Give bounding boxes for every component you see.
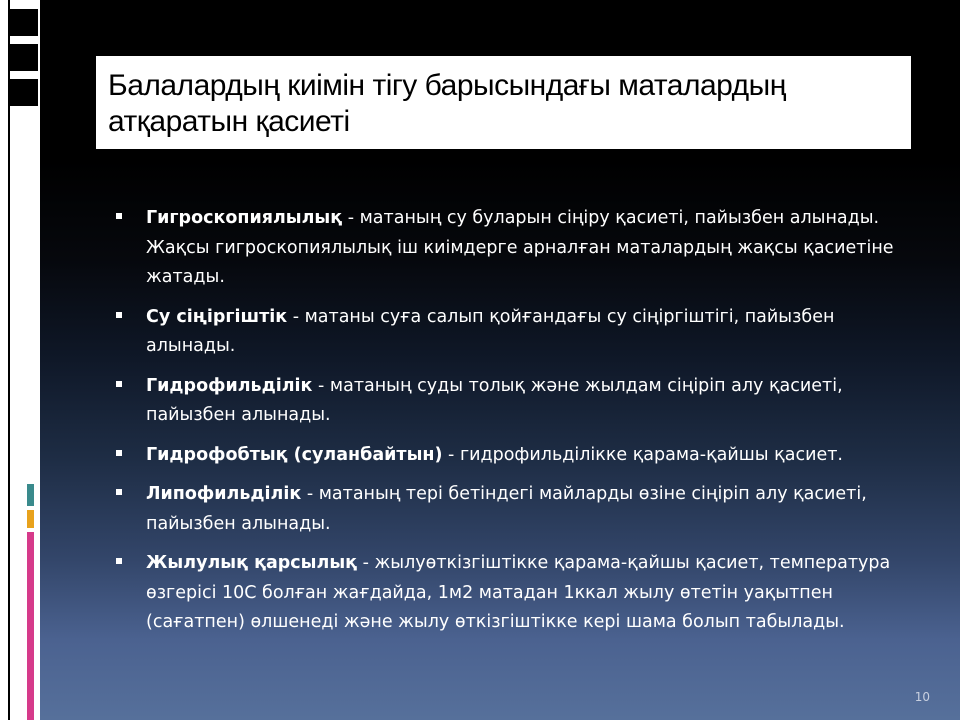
teal-accent-bar: [27, 484, 34, 506]
bullet-item: [110, 441, 910, 471]
bullet-text: гидрофильділікке қарама-қайшы қасиет.: [459, 444, 843, 465]
slide-title: Балалардың киімін тігу барысындағы маталардың атқаратын қасиеті: [108, 69, 786, 138]
bullet-item: [110, 372, 910, 431]
bullet-term: Гигроскопиялылық: [146, 208, 343, 228]
bullet-item: [110, 549, 910, 638]
square-bullet-icon: [116, 489, 122, 495]
bullet-term: Гидрофобтық (суланбайтын): [146, 444, 443, 465]
bullet-term: Жылулық қарсылық: [146, 553, 358, 573]
bullet-separator: -: [301, 484, 319, 504]
bullet-term: Гидрофильділік: [146, 375, 313, 396]
gold-accent-bar: [27, 510, 34, 528]
square-bullet-icon: [116, 381, 122, 387]
square-bullet-icon: [116, 558, 122, 564]
square-bullet-icon: [116, 450, 122, 456]
magenta-accent-bar: [27, 532, 34, 720]
decorative-square: [8, 44, 38, 71]
left-decorative-strip: [0, 0, 40, 720]
bullet-term: Липофильділік: [146, 484, 302, 504]
bullet-text: матаның суды толық және жылдам сіңіріп алу қасиеті, пайызбен алынады.: [146, 375, 843, 425]
square-bullet-icon: [116, 213, 122, 219]
bullet-item: [110, 480, 910, 539]
bullet-item: [110, 204, 910, 293]
decorative-square: [8, 9, 38, 36]
bullet-text: жылуөткізгіштікке қарама-қайшы қасиет, температура өзгерісі 10С болған жағдайда, 1м2 матадан 1ккал жылу өтетін уақытпен (сағатпен) өлшенеді және жылу өткізгіштікке кері шама болып табылады.: [146, 553, 891, 632]
bullet-item: [110, 303, 910, 362]
page-number: 10: [914, 690, 930, 704]
bullet-text: матаның тері бетіндегі майларды өзіне сіңіріп алу қасиеті, пайызбен алынады.: [146, 484, 867, 534]
bullet-separator: -: [342, 208, 360, 228]
bullet-text: матаны суға салып қойғандағы су сіңіргіштігі, пайызбен алынады.: [146, 306, 835, 356]
bullet-separator: -: [312, 375, 330, 396]
square-bullet-icon: [116, 312, 122, 318]
bullet-text: матаның су буларын сіңіру қасиеті, пайызбен алынады. Жақсы гигроскопиялылық іш киімдерге арналған маталардың жақсы қасиетіне жатады.: [146, 208, 894, 287]
bullet-separator: -: [287, 306, 305, 327]
bullet-term: Су сіңіргіштік: [146, 306, 288, 327]
decorative-square: [8, 79, 38, 106]
title-box: [96, 56, 911, 149]
bullet-separator: -: [442, 444, 460, 465]
content-area: [110, 204, 910, 648]
bullet-list: [110, 204, 910, 638]
decorative-line: [8, 0, 10, 720]
bullet-separator: -: [357, 553, 375, 573]
